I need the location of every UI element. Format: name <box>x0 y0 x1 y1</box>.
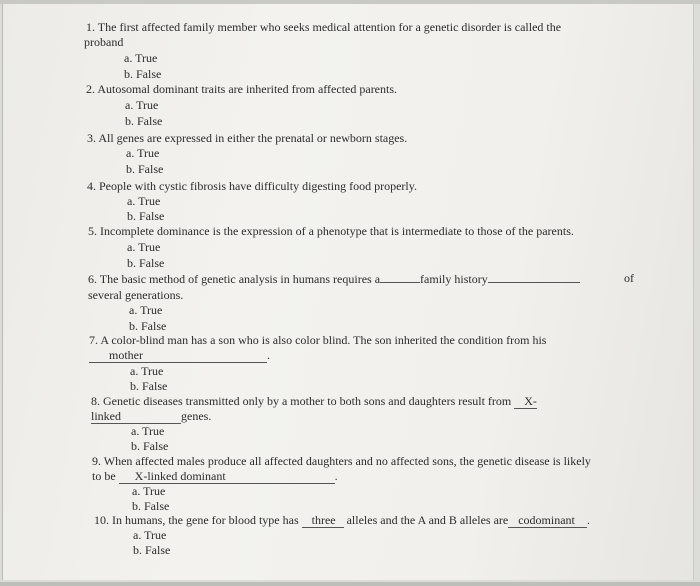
question-6-option-a: a. True <box>129 303 163 317</box>
question-10-text-mid: alleles and the A and B alleles are <box>346 513 509 527</box>
question-3-text: 3. All genes are expressed in either the prenatal or newborn stages. <box>87 131 408 145</box>
question-6-blank-lead <box>380 282 420 283</box>
question-10-option-a: a. True <box>133 528 167 542</box>
question-9-text-post: . <box>334 469 338 483</box>
question-7-text: 7. A color-blind man has a son who is also color blind. The son inherited the condition from his <box>89 333 547 347</box>
question-5-option-a: a. True <box>127 240 161 254</box>
question-6-text-post: of <box>624 271 634 285</box>
question-8-option-b: b. False <box>131 439 169 453</box>
question-5-text: 5. Incomplete dominance is the expression of a phenotype that is intermediate to those of the parents. <box>88 224 574 238</box>
question-4-option-a: a. True <box>127 194 161 208</box>
question-8-text-post: genes. <box>181 409 212 423</box>
question-6-text-cont: several generations. <box>88 288 184 302</box>
question-10-text-post: . <box>586 513 590 527</box>
question-6-text-pre: 6. The basic method of genetic analysis in humans requires a <box>88 272 381 286</box>
question-7-text-post: . <box>267 348 270 362</box>
question-10-answer-2: codominant <box>508 513 587 528</box>
question-9-option-b: b. False <box>132 499 170 513</box>
question-9-text: 9. When affected males produce all affected daughters and no affected sons, the genetic disease is likely <box>92 454 591 468</box>
question-1-text: 1. The first affected family member who seeks medical attention for a genetic disorder is called the <box>86 20 562 34</box>
question-10-option-b: b. False <box>133 543 171 557</box>
question-4-option-b: b. False <box>127 209 165 223</box>
question-8-answer-part2: linked <box>91 409 181 424</box>
question-8-text <box>91 394 537 409</box>
question-7-option-a: a. True <box>130 364 164 378</box>
question-6-option-b: b. False <box>129 319 167 333</box>
question-2-option-b: b. False <box>125 114 163 128</box>
page-bottom-edge <box>0 582 700 586</box>
question-6-text <box>88 272 580 286</box>
question-7-option-b: b. False <box>130 379 168 393</box>
question-9-text-pre: to be <box>92 469 116 483</box>
question-8-answer-part1: X- <box>514 394 537 409</box>
question-3-option-a: a. True <box>126 146 160 160</box>
question-10-text <box>94 513 590 528</box>
question-1-option-b: b. False <box>124 67 162 81</box>
question-6-answer: family history <box>420 272 488 286</box>
question-1-option-a: a. True <box>124 51 158 65</box>
question-2-text: 2. Autosomal dominant traits are inherited from affected parents. <box>86 82 398 96</box>
question-9-answer: X-linked dominant <box>119 469 335 484</box>
question-9-text-cont <box>92 469 338 484</box>
question-3-option-b: b. False <box>126 162 164 176</box>
question-10-answer-1: three <box>302 513 344 528</box>
question-2-option-a: a. True <box>125 98 159 112</box>
question-8-text-pre: 8. Genetic diseases transmitted only by a mother to both sons and daughters result from <box>91 394 512 408</box>
question-10-text-pre: 10. In humans, the gene for blood type has <box>94 513 299 527</box>
question-4-text: 4. People with cystic fibrosis have difficulty digesting food properly. <box>87 179 417 193</box>
question-7-fill-line <box>89 348 270 363</box>
question-9-option-a: a. True <box>132 484 166 498</box>
question-1-text-cont: proband <box>84 35 124 49</box>
question-7-answer: mother <box>89 348 267 363</box>
question-6-blank-tail <box>488 282 580 283</box>
question-8-text-cont <box>91 409 211 424</box>
question-5-option-b: b. False <box>127 256 165 270</box>
question-8-option-a: a. True <box>131 424 165 438</box>
